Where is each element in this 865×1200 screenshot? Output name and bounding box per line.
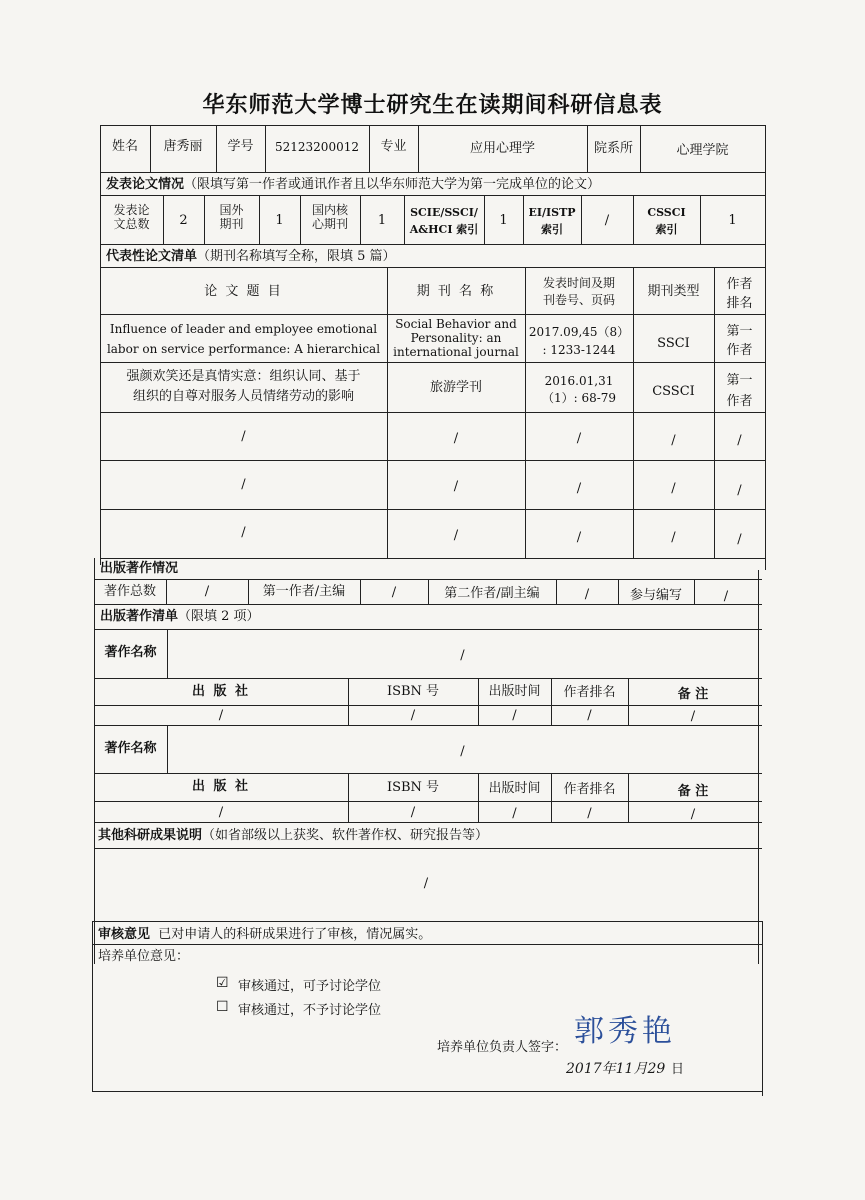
handwritten-date: 2017年11月29 bbox=[566, 1061, 666, 1077]
participate-label: 参与编写 bbox=[629, 588, 682, 603]
ei-label: EI/ISTP 索引 bbox=[528, 206, 576, 236]
rule bbox=[100, 244, 765, 245]
paper-title: / bbox=[241, 525, 246, 540]
review-line bbox=[98, 926, 431, 943]
name-label: 姓名 bbox=[111, 139, 138, 154]
rule bbox=[94, 773, 762, 774]
book-isbn: / bbox=[410, 708, 416, 723]
paper-journal: 旅游学刊 bbox=[429, 380, 482, 395]
papers-list-heading-title: 代表性论文清单 bbox=[106, 249, 198, 264]
books-heading: 出版著作情况 bbox=[100, 561, 179, 576]
paper-journal: Social Behavior and Personality: an international journal bbox=[393, 317, 519, 359]
rule bbox=[100, 412, 765, 413]
border-right-upper bbox=[765, 125, 766, 570]
paper-rank: / bbox=[737, 532, 742, 547]
books-total-value: / bbox=[204, 584, 210, 599]
ei-value: / bbox=[604, 213, 610, 228]
rule bbox=[94, 725, 762, 726]
border-bottom bbox=[92, 1091, 763, 1092]
paper-type: SSCI bbox=[657, 336, 690, 351]
date-suffix: 日 bbox=[671, 1062, 685, 1077]
book-time: / bbox=[512, 806, 517, 821]
empty-box-icon: ☐ bbox=[216, 999, 229, 1015]
dept-label: 院系所 bbox=[593, 141, 633, 156]
review-heading: 审核意见 bbox=[98, 927, 151, 942]
col-type: 期刊类型 bbox=[647, 284, 700, 299]
books-list-heading bbox=[100, 608, 260, 625]
col-pub-time: 出版时间 bbox=[488, 684, 541, 699]
book-name-value: / bbox=[460, 744, 465, 759]
cssci-value: 1 bbox=[728, 213, 737, 228]
col-pub-time: 出版时间 bbox=[488, 781, 541, 796]
paper-type: / bbox=[671, 530, 676, 545]
first-author-label: 第一作者/主编 bbox=[262, 584, 346, 599]
paper-journal: / bbox=[453, 528, 459, 543]
other-heading-note: （如省部级以上获奖、软件著作权、研究报告等） bbox=[202, 828, 489, 843]
major-value: 应用心理学 bbox=[469, 141, 535, 156]
rule bbox=[100, 314, 765, 315]
rule bbox=[100, 362, 765, 363]
major-label: 专业 bbox=[380, 139, 407, 154]
foreign-journal-value: 1 bbox=[275, 213, 284, 228]
rule bbox=[633, 267, 634, 558]
col-publisher: 出 版 社 bbox=[191, 779, 251, 794]
book-publisher: / bbox=[218, 805, 224, 820]
papers-heading bbox=[106, 176, 600, 193]
paper-rank: 第一 作者 bbox=[726, 324, 753, 358]
book-rank: / bbox=[587, 806, 592, 821]
paper-date: 2016.01,31 （1）: 68-79 bbox=[541, 374, 617, 405]
paper-rank: / bbox=[737, 483, 742, 498]
border-left-lower bbox=[94, 558, 95, 964]
rule bbox=[94, 604, 762, 605]
first-author-value: / bbox=[391, 585, 397, 600]
checkbox-fail[interactable] bbox=[216, 999, 229, 1015]
papers-list-heading-note: （期刊名称填写全称，限填 5 篇） bbox=[197, 249, 396, 264]
rule bbox=[387, 267, 388, 558]
rule bbox=[100, 195, 765, 196]
books-total-label: 著作总数 bbox=[103, 584, 156, 599]
paper-title: 强颜欢笑还是真情实意：组织认同、基于 组织的自尊对服务人员情绪劳动的影响 bbox=[126, 369, 361, 404]
paper-title: / bbox=[241, 429, 246, 444]
paper-type: CSSCI bbox=[652, 384, 695, 399]
rule bbox=[100, 509, 765, 510]
paper-type: / bbox=[671, 433, 676, 448]
book-name-value: / bbox=[460, 648, 465, 663]
rule bbox=[92, 921, 762, 922]
total-papers-label: 发表论 文总数 bbox=[113, 203, 150, 231]
border-right-review bbox=[762, 921, 763, 1096]
rule bbox=[100, 460, 765, 461]
review-text: 已对申请人的科研成果进行了审核，情况属实。 bbox=[158, 927, 432, 942]
col-author-rank: 作者排名 bbox=[563, 782, 616, 797]
paper-title: / bbox=[241, 477, 246, 492]
handwritten-signature: 郭秀艳 bbox=[574, 1014, 676, 1049]
book-publisher: / bbox=[218, 708, 224, 723]
ssci-label: SCIE/SSCI/ A&HCI 索引 bbox=[409, 206, 479, 236]
ssci-value: 1 bbox=[499, 213, 508, 228]
paper-rank: 第一 作者 bbox=[726, 373, 753, 409]
foreign-journal-label: 国外 期刊 bbox=[219, 203, 244, 231]
rule bbox=[94, 705, 762, 706]
paper-rank: / bbox=[737, 433, 742, 448]
rule bbox=[100, 558, 765, 559]
id-label: 学号 bbox=[227, 139, 254, 154]
papers-heading-note: （限填写第一作者或通讯作者且以华东师范大学为第一完成单位的论文） bbox=[184, 177, 601, 192]
papers-list-heading bbox=[106, 248, 396, 265]
books-list-heading-note: （限填 2 项） bbox=[178, 609, 260, 624]
book-time: / bbox=[512, 708, 517, 723]
paper-date: / bbox=[576, 530, 582, 545]
form-title: 华东师范大学博士研究生在读期间科研信息表 bbox=[202, 93, 663, 118]
book-name-label: 著作名称 bbox=[104, 645, 157, 660]
dept-value: 心理学院 bbox=[676, 143, 729, 158]
col-author-rank: 作者排名 bbox=[563, 685, 616, 700]
second-author-label: 第二作者/副主编 bbox=[444, 586, 540, 601]
col-publisher: 出 版 社 bbox=[191, 684, 251, 699]
cssci-label: CSSCI 索引 bbox=[647, 206, 686, 236]
other-heading-title: 其他科研成果说明 bbox=[98, 828, 203, 843]
id-value: 52123200012 bbox=[275, 140, 359, 154]
other-value: / bbox=[423, 876, 429, 891]
rule bbox=[94, 678, 762, 679]
rule bbox=[100, 267, 765, 268]
checked-box-icon: ☑ bbox=[216, 975, 229, 991]
unit-opinion-label: 培养单位意见： bbox=[98, 949, 190, 964]
book-remark: / bbox=[690, 709, 696, 724]
core-journal-label: 国内核 心期刊 bbox=[311, 203, 348, 231]
rule bbox=[94, 801, 762, 802]
col-remark: 备 注 bbox=[677, 784, 709, 799]
rule bbox=[94, 629, 762, 630]
book-name-label: 著作名称 bbox=[104, 741, 157, 756]
rule bbox=[92, 944, 762, 945]
book-remark: / bbox=[690, 807, 696, 822]
book-isbn: / bbox=[410, 805, 416, 820]
option-pass-label: 审核通过，可予讨论学位 bbox=[238, 979, 382, 994]
col-isbn: ISBN 号 bbox=[386, 780, 440, 795]
rule bbox=[100, 172, 765, 173]
signature-label: 培养单位负责人签字： bbox=[437, 1040, 568, 1055]
paper-journal: / bbox=[453, 479, 459, 494]
papers-heading-title: 发表论文情况 bbox=[106, 177, 185, 192]
col-isbn: ISBN 号 bbox=[386, 684, 440, 699]
border-left-review bbox=[92, 921, 93, 1091]
paper-date: 2017.09,45（8） : 1233-1244 bbox=[528, 325, 630, 357]
option-fail-label: 审核通过，不予讨论学位 bbox=[238, 1003, 382, 1018]
checkbox-pass[interactable] bbox=[216, 975, 229, 991]
other-heading bbox=[98, 827, 488, 844]
paper-date: / bbox=[576, 431, 582, 446]
books-list-heading-title: 出版著作清单 bbox=[100, 609, 179, 624]
second-author-value: / bbox=[584, 587, 590, 602]
book-rank: / bbox=[587, 708, 592, 723]
rule bbox=[525, 267, 526, 558]
name-value: 唐秀丽 bbox=[163, 139, 203, 154]
total-papers-value: 2 bbox=[179, 213, 188, 228]
core-journal-value: 1 bbox=[377, 213, 387, 228]
paper-journal: / bbox=[453, 431, 459, 446]
col-journal: 期 刊 名 称 bbox=[416, 284, 496, 299]
paper-date: / bbox=[576, 481, 582, 496]
rule bbox=[94, 848, 762, 849]
col-date: 发表时间及期 刊卷号、页码 bbox=[542, 276, 615, 307]
border-top bbox=[100, 125, 765, 126]
col-title: 论 文 题 目 bbox=[204, 284, 283, 299]
paper-title: Influence of leader and employee emotional labor on service performance: A hierarchical bbox=[106, 322, 381, 356]
participate-value: / bbox=[723, 589, 729, 604]
col-rank: 作者 排名 bbox=[726, 277, 753, 311]
paper-type: / bbox=[671, 481, 676, 496]
col-remark: 备 注 bbox=[677, 687, 709, 702]
